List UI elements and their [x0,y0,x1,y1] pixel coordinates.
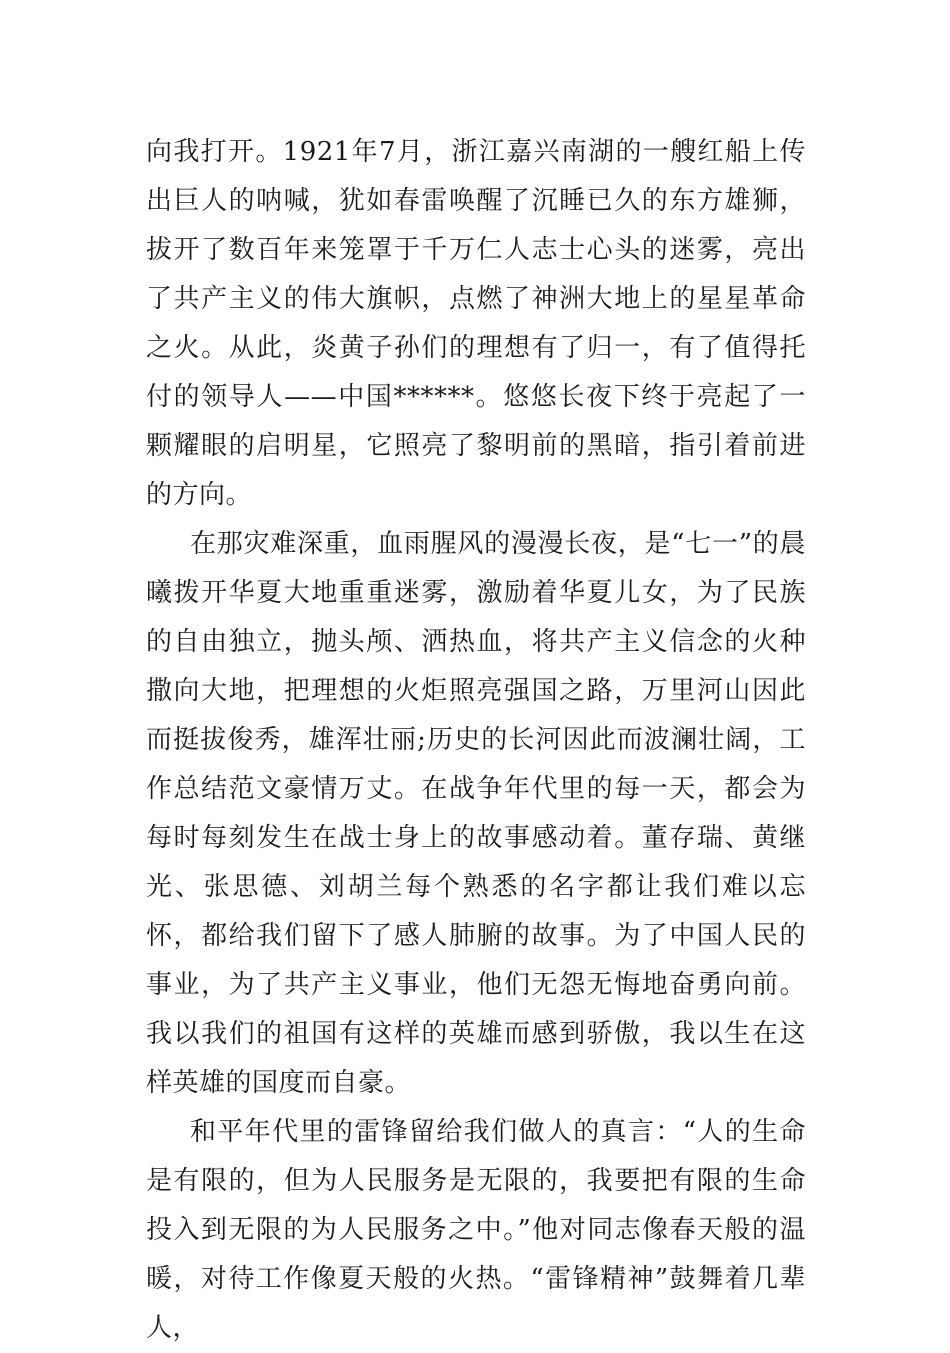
document-body [146,128,806,1353]
paragraph-1: 向我打开。1921年7月，浙江嘉兴南湖的一艘红船上传出巨人的呐喊，犹如春雷唤醒了沉睡已久的东方雄狮，拔开了数百年来笼罩于千万仁人志士心头的迷雾，亮出了共产主义的伟大旗帜，点燃了神洲大地上的星星革命之火。从此，炎黄子孙们的理想有了归一，有了值得托付的领导人——中国******。悠悠长夜下终于亮起了一颗耀眼的启明星，它照亮了黎明前的黑暗，指引着前进的方向。 [146,137,806,510]
paragraph-3: 和平年代里的雷锋留给我们做人的真言：“人的生命是有限的，但为人民服务是无限的，我要把有限的生命投入到无限的为人民服务之中。”他对同志像春天般的温暖，对待工作像夏天般的火热。“雷锋精神”鼓舞着几辈人， [146,1117,806,1343]
paragraph-2: 在那灾难深重，血雨腥风的漫漫长夜，是“七一”的晨曦拨开华夏大地重重迷雾，激励着华夏儿女，为了民族的自由独立，抛头颅、洒热血，将共产主义信念的火种撒向大地，把理想的火炬照亮强国之路，万里河山因此而挺拔俊秀，雄浑壮丽;历史的长河因此而波澜壮阔，工作总结范文豪情万丈。在战争年代里的每一天，都会为每时每刻发生在战士身上的故事感动着。董存瑞、黄继光、张思德、刘胡兰每个熟悉的名字都让我们难以忘怀，都给我们留下了感人肺腑的故事。为了中国人民的事业，为了共产主义事业，他们无怨无悔地奋勇向前。我以我们的祖国有这样的英雄而感到骄傲，我以生在这样英雄的国度而自豪。 [146,529,806,1098]
